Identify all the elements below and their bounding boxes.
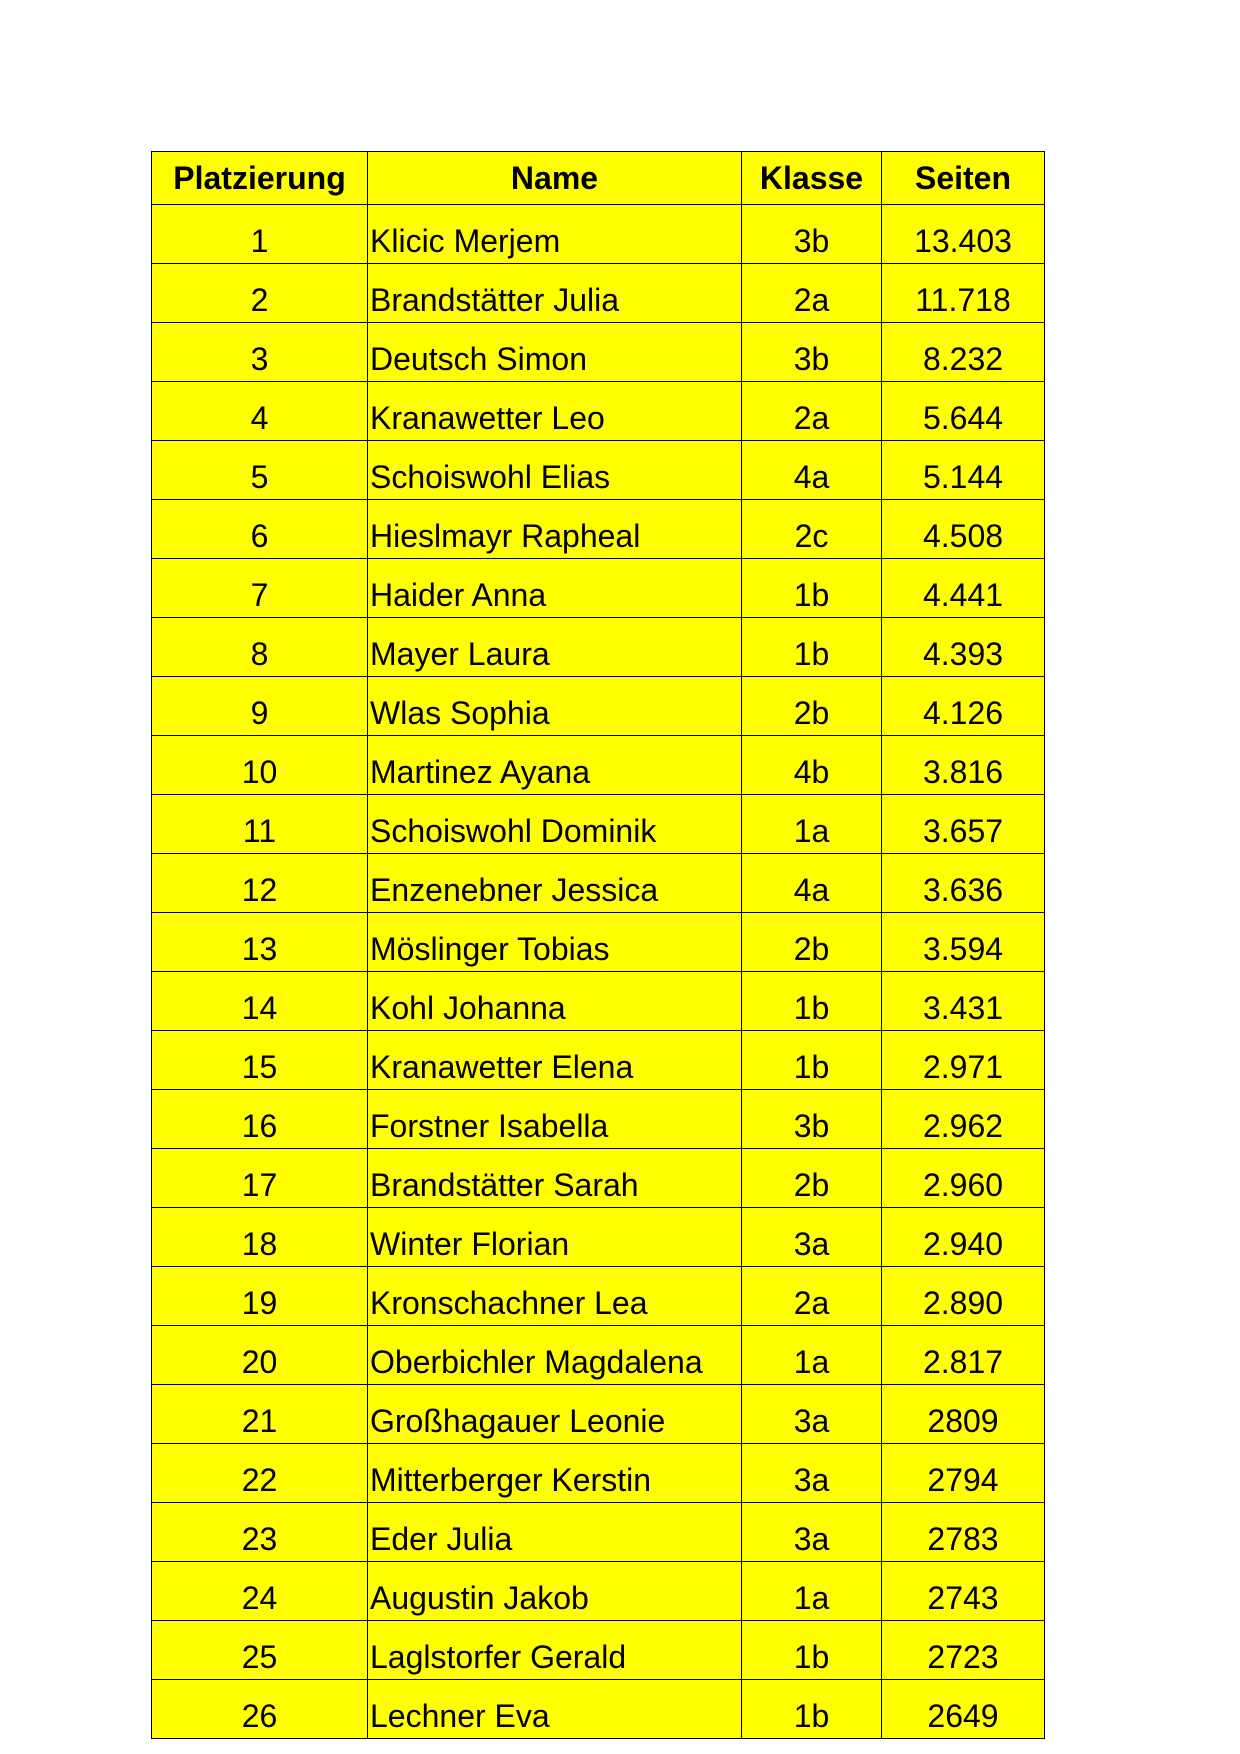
cell-seiten: 2783 <box>882 1503 1045 1562</box>
cell-klasse: 2c <box>742 500 882 559</box>
cell-klasse: 1b <box>742 1621 882 1680</box>
ranking-table <box>151 151 1045 1739</box>
cell-name: Kohl Johanna <box>368 972 742 1031</box>
cell-platzierung: 8 <box>152 618 368 677</box>
cell-seiten: 5.144 <box>882 441 1045 500</box>
cell-platzierung: 1 <box>152 205 368 264</box>
cell-name: Hieslmayr Rapheal <box>368 500 742 559</box>
cell-klasse: 2b <box>742 1149 882 1208</box>
cell-platzierung: 13 <box>152 913 368 972</box>
cell-seiten: 2649 <box>882 1680 1045 1739</box>
cell-platzierung: 5 <box>152 441 368 500</box>
cell-klasse: 4a <box>742 441 882 500</box>
cell-platzierung: 14 <box>152 972 368 1031</box>
table-row <box>152 1562 1045 1621</box>
table-body <box>152 205 1045 1739</box>
header-seiten: Seiten <box>882 152 1045 205</box>
table-row <box>152 795 1045 854</box>
cell-name: Martinez Ayana <box>368 736 742 795</box>
header-platzierung: Platzierung <box>152 152 368 205</box>
cell-platzierung: 20 <box>152 1326 368 1385</box>
cell-klasse: 1a <box>742 795 882 854</box>
cell-platzierung: 16 <box>152 1090 368 1149</box>
cell-klasse: 1b <box>742 1680 882 1739</box>
cell-seiten: 2809 <box>882 1385 1045 1444</box>
cell-klasse: 1b <box>742 618 882 677</box>
cell-name: Kranawetter Elena <box>368 1031 742 1090</box>
table-row <box>152 1444 1045 1503</box>
cell-klasse: 4a <box>742 854 882 913</box>
cell-klasse: 3a <box>742 1444 882 1503</box>
cell-name: Enzenebner Jessica <box>368 854 742 913</box>
cell-seiten: 5.644 <box>882 382 1045 441</box>
cell-platzierung: 24 <box>152 1562 368 1621</box>
cell-platzierung: 15 <box>152 1031 368 1090</box>
cell-klasse: 1b <box>742 559 882 618</box>
cell-platzierung: 6 <box>152 500 368 559</box>
cell-platzierung: 11 <box>152 795 368 854</box>
cell-seiten: 2794 <box>882 1444 1045 1503</box>
cell-platzierung: 18 <box>152 1208 368 1267</box>
header-name: Name <box>368 152 742 205</box>
header-klasse: Klasse <box>742 152 882 205</box>
table-row <box>152 972 1045 1031</box>
cell-name: Haider Anna <box>368 559 742 618</box>
cell-name: Kranawetter Leo <box>368 382 742 441</box>
cell-name: Großhagauer Leonie <box>368 1385 742 1444</box>
cell-seiten: 2.960 <box>882 1149 1045 1208</box>
cell-name: Schoiswohl Dominik <box>368 795 742 854</box>
cell-name: Deutsch Simon <box>368 323 742 382</box>
cell-name: Augustin Jakob <box>368 1562 742 1621</box>
table-row <box>152 1149 1045 1208</box>
table-row <box>152 559 1045 618</box>
cell-seiten: 2723 <box>882 1621 1045 1680</box>
cell-seiten: 3.816 <box>882 736 1045 795</box>
cell-seiten: 4.508 <box>882 500 1045 559</box>
table-row <box>152 854 1045 913</box>
cell-platzierung: 22 <box>152 1444 368 1503</box>
table-row <box>152 1208 1045 1267</box>
cell-seiten: 2743 <box>882 1562 1045 1621</box>
cell-platzierung: 23 <box>152 1503 368 1562</box>
table-row <box>152 736 1045 795</box>
cell-klasse: 3b <box>742 205 882 264</box>
cell-seiten: 3.431 <box>882 972 1045 1031</box>
cell-platzierung: 2 <box>152 264 368 323</box>
cell-platzierung: 26 <box>152 1680 368 1739</box>
cell-seiten: 3.594 <box>882 913 1045 972</box>
cell-name: Eder Julia <box>368 1503 742 1562</box>
cell-platzierung: 12 <box>152 854 368 913</box>
cell-name: Möslinger Tobias <box>368 913 742 972</box>
cell-seiten: 4.126 <box>882 677 1045 736</box>
cell-seiten: 2.940 <box>882 1208 1045 1267</box>
cell-klasse: 3a <box>742 1503 882 1562</box>
table-header-row <box>152 152 1045 205</box>
cell-name: Winter Florian <box>368 1208 742 1267</box>
cell-klasse: 2b <box>742 913 882 972</box>
table-row <box>152 205 1045 264</box>
table-row <box>152 500 1045 559</box>
cell-name: Laglstorfer Gerald <box>368 1621 742 1680</box>
cell-seiten: 13.403 <box>882 205 1045 264</box>
cell-name: Brandstätter Sarah <box>368 1149 742 1208</box>
cell-seiten: 2.890 <box>882 1267 1045 1326</box>
cell-klasse: 1a <box>742 1562 882 1621</box>
cell-name: Wlas Sophia <box>368 677 742 736</box>
cell-platzierung: 3 <box>152 323 368 382</box>
table-row <box>152 1267 1045 1326</box>
cell-klasse: 1a <box>742 1326 882 1385</box>
cell-seiten: 8.232 <box>882 323 1045 382</box>
cell-platzierung: 25 <box>152 1621 368 1680</box>
cell-seiten: 3.657 <box>882 795 1045 854</box>
cell-name: Lechner Eva <box>368 1680 742 1739</box>
cell-klasse: 3a <box>742 1385 882 1444</box>
cell-klasse: 1b <box>742 1031 882 1090</box>
table-row <box>152 913 1045 972</box>
table-row <box>152 1031 1045 1090</box>
cell-klasse: 4b <box>742 736 882 795</box>
table-row <box>152 1680 1045 1739</box>
cell-klasse: 2a <box>742 382 882 441</box>
table-row <box>152 1503 1045 1562</box>
cell-seiten: 2.817 <box>882 1326 1045 1385</box>
cell-name: Kronschachner Lea <box>368 1267 742 1326</box>
cell-klasse: 1b <box>742 972 882 1031</box>
table-row <box>152 618 1045 677</box>
table-row <box>152 1090 1045 1149</box>
cell-platzierung: 4 <box>152 382 368 441</box>
table-row <box>152 1385 1045 1444</box>
cell-seiten: 11.718 <box>882 264 1045 323</box>
cell-name: Oberbichler Magdalena <box>368 1326 742 1385</box>
table-row <box>152 323 1045 382</box>
table-row <box>152 382 1045 441</box>
cell-platzierung: 21 <box>152 1385 368 1444</box>
cell-platzierung: 9 <box>152 677 368 736</box>
table-row <box>152 1326 1045 1385</box>
cell-name: Forstner Isabella <box>368 1090 742 1149</box>
table-row <box>152 1621 1045 1680</box>
table-row <box>152 677 1045 736</box>
cell-seiten: 2.962 <box>882 1090 1045 1149</box>
table-row <box>152 264 1045 323</box>
cell-seiten: 3.636 <box>882 854 1045 913</box>
cell-name: Mitterberger Kerstin <box>368 1444 742 1503</box>
cell-name: Schoiswohl Elias <box>368 441 742 500</box>
cell-name: Brandstätter Julia <box>368 264 742 323</box>
cell-klasse: 2a <box>742 264 882 323</box>
cell-platzierung: 7 <box>152 559 368 618</box>
cell-seiten: 2.971 <box>882 1031 1045 1090</box>
cell-name: Mayer Laura <box>368 618 742 677</box>
cell-klasse: 3b <box>742 1090 882 1149</box>
cell-seiten: 4.393 <box>882 618 1045 677</box>
cell-platzierung: 19 <box>152 1267 368 1326</box>
cell-klasse: 2b <box>742 677 882 736</box>
table-row <box>152 441 1045 500</box>
cell-platzierung: 17 <box>152 1149 368 1208</box>
cell-klasse: 3b <box>742 323 882 382</box>
cell-klasse: 3a <box>742 1208 882 1267</box>
cell-seiten: 4.441 <box>882 559 1045 618</box>
cell-name: Klicic Merjem <box>368 205 742 264</box>
cell-platzierung: 10 <box>152 736 368 795</box>
cell-klasse: 2a <box>742 1267 882 1326</box>
